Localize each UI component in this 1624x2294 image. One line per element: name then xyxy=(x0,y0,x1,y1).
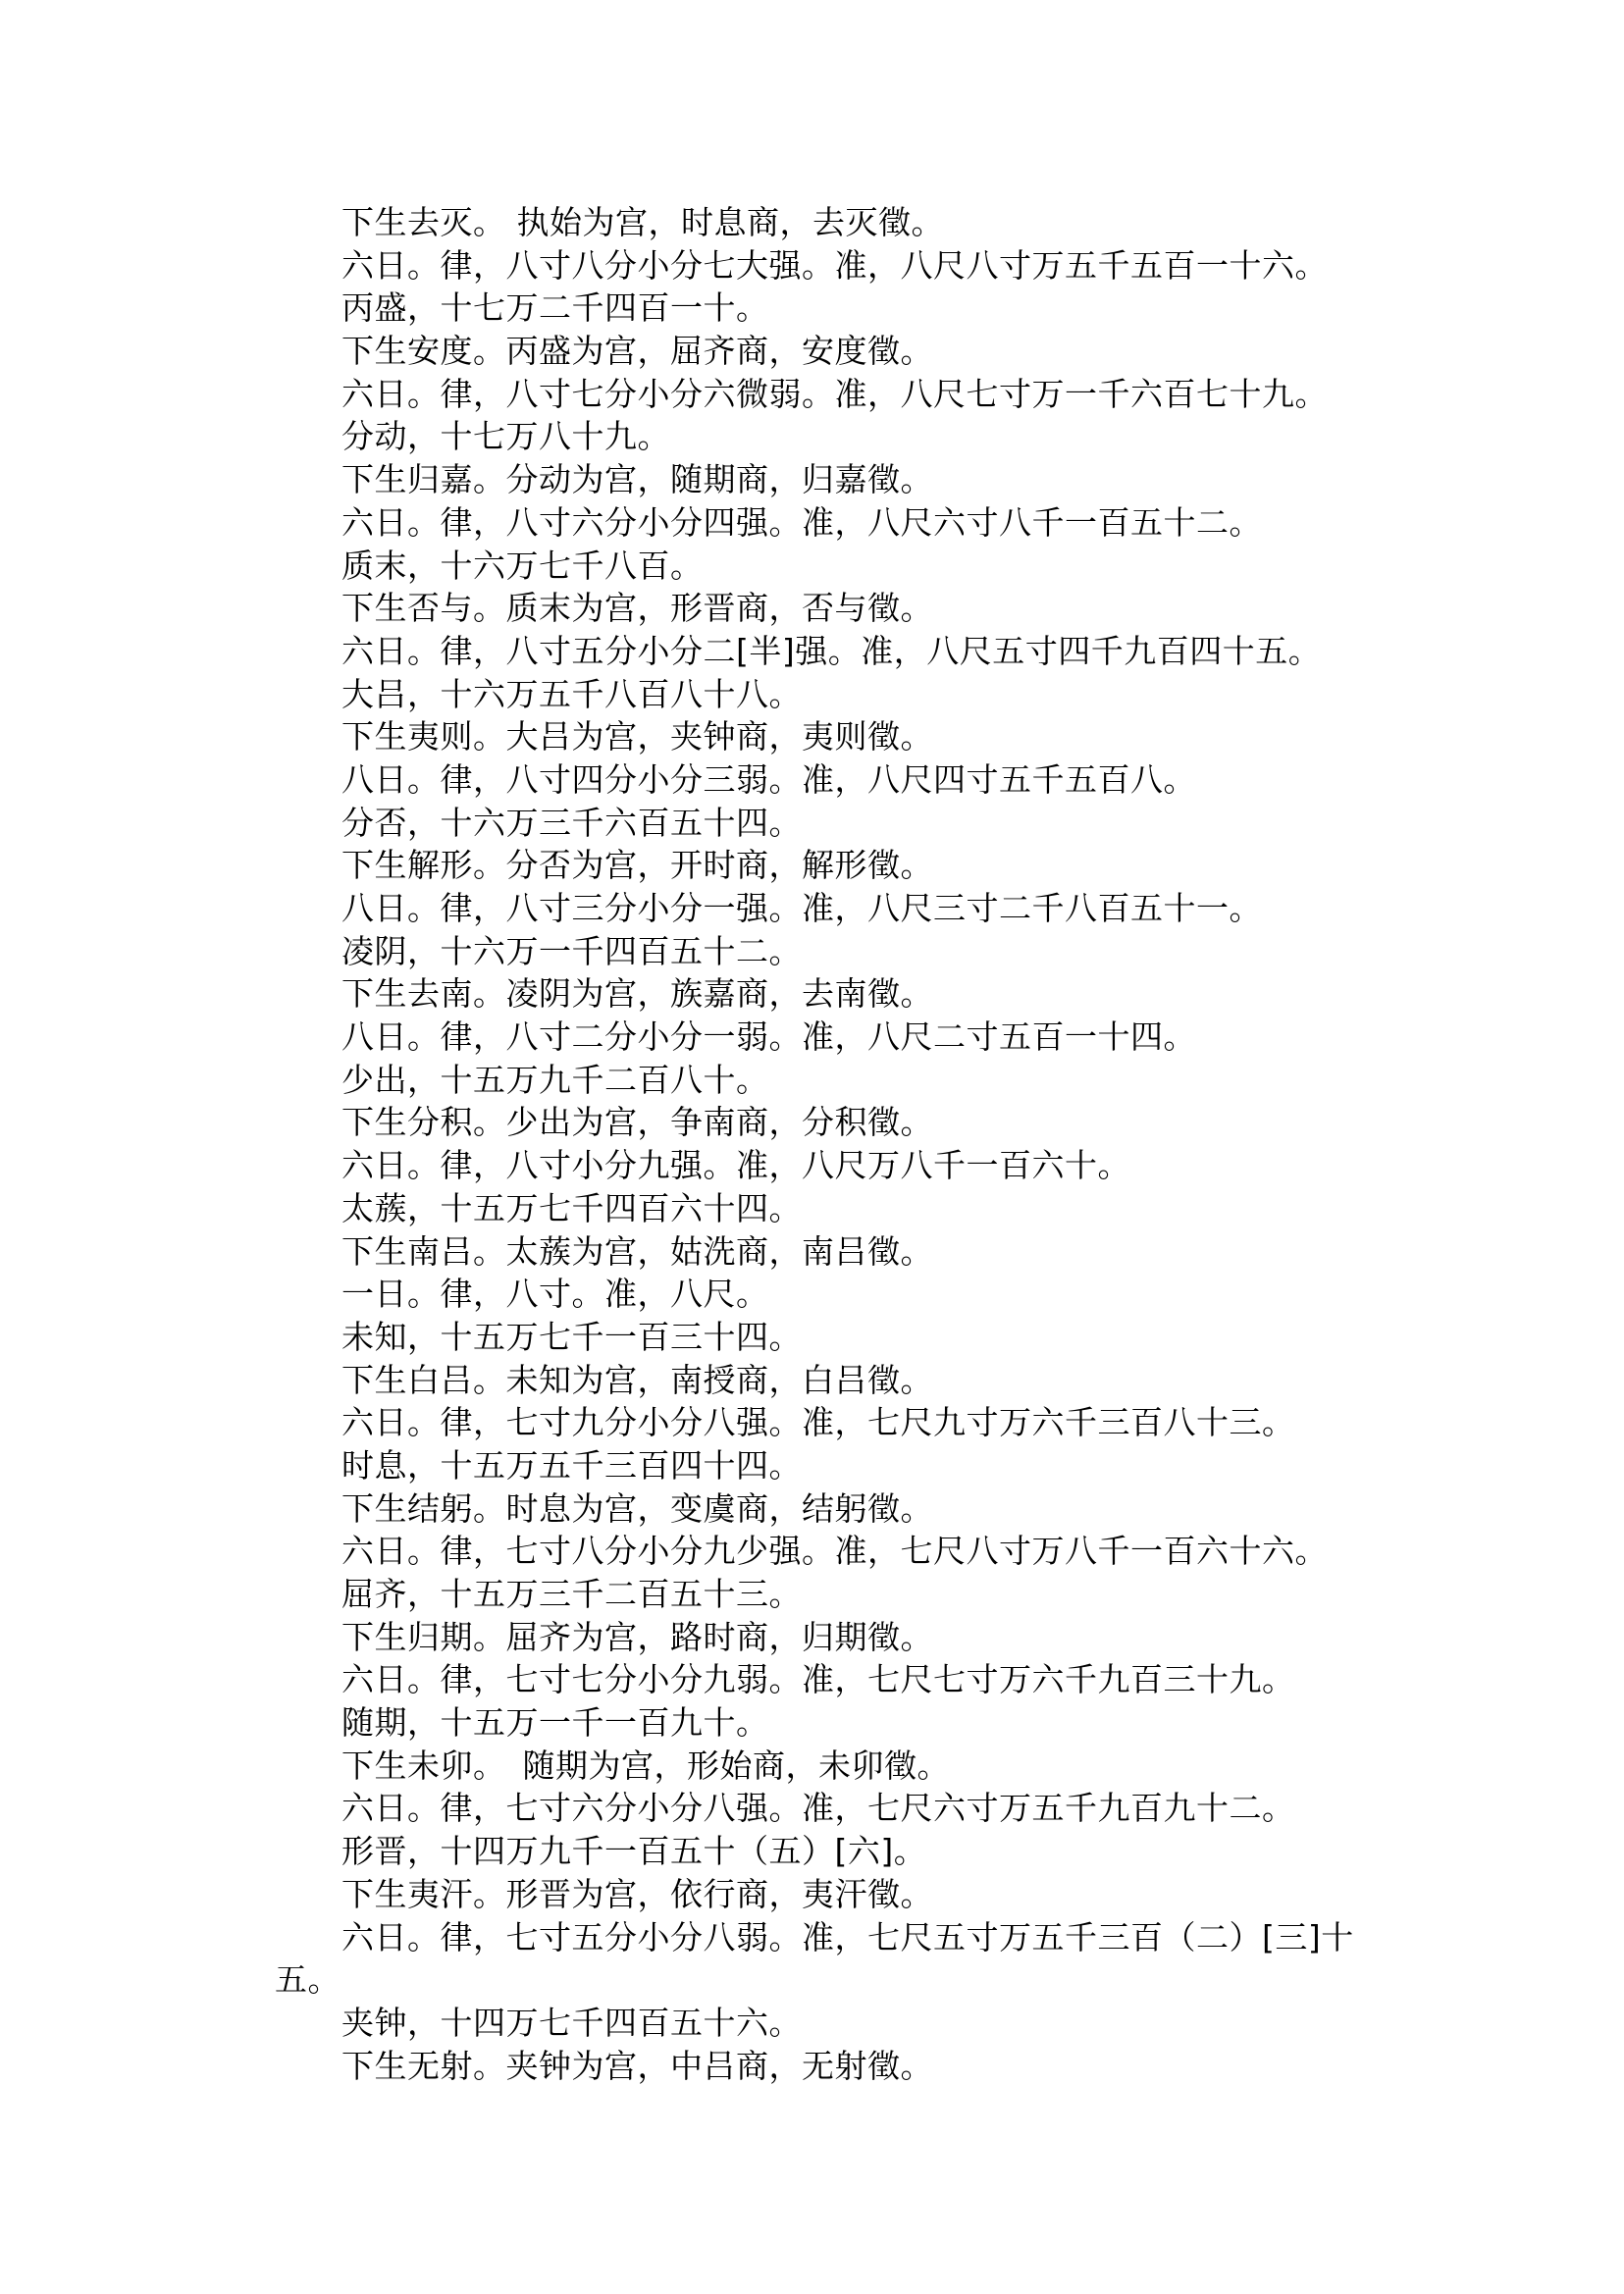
text-line: 时息，十五万五千三百四十四。 xyxy=(341,1445,802,1485)
text-line: 六日。律，八寸八分小分七大强。准，八尺八寸万五千五百一十六。 xyxy=(341,245,1328,285)
text-line: 形晋，十四万九千一百五十（五）[六]。 xyxy=(341,1832,927,1871)
text-line: 分动，十七万八十九。 xyxy=(341,417,670,456)
text-line: 太蔟，十五万七千四百六十四。 xyxy=(341,1188,802,1227)
text-line: 下生未卯。 随期为宫，形始商，未卯徵。 xyxy=(341,1746,950,1785)
text-line: 八日。律，八寸四分小分三弱。准，八尺四寸五千五百八。 xyxy=(341,759,1196,799)
text-line: 六日。律，七寸五分小分八弱。准，七尺五寸万五千三百（二）[三]十 xyxy=(341,1917,1354,1956)
text-line: 下生结躬。时息为宫，变虞商，结躬徵。 xyxy=(341,1488,933,1528)
text-line: 六日。律，七寸九分小分八强。准，七尺九寸万六千三百八十三。 xyxy=(341,1403,1295,1442)
text-line: 六日。律，七寸六分小分八强。准，七尺六寸万五千九百九十二。 xyxy=(341,1789,1295,1828)
text-line: 八日。律，八寸二分小分一弱。准，八尺二寸五百一十四。 xyxy=(341,1017,1196,1057)
text-line: 下生归期。屈齐为宫，路时商，归期徵。 xyxy=(341,1617,933,1656)
text-line: 六日。律，八寸七分小分六微弱。准，八尺七寸万一千六百七十九。 xyxy=(341,374,1328,413)
text-line: 未知，十五万七千一百三十四。 xyxy=(341,1317,802,1356)
text-line: 六日。律，八寸五分小分二[半]强。准，八尺五寸四千九百四十五。 xyxy=(341,631,1322,670)
text-line: 屈齐，十五万三千二百五十三。 xyxy=(341,1575,802,1613)
text-line: 下生否与。质末为宫，形晋商，否与徵。 xyxy=(341,589,933,628)
text-line: 八日。律，八寸三分小分一强。准，八尺三寸二千八百五十一。 xyxy=(341,889,1262,927)
text-line: 六日。律，七寸七分小分九弱。准，七尺七寸万六千九百三十九。 xyxy=(341,1660,1295,1699)
text-line: 下生安度。丙盛为宫，屈齐商，安度徵。 xyxy=(341,332,933,371)
text-line: 下生解形。分否为宫，开时商，解形徵。 xyxy=(341,846,933,885)
text-line: 大吕，十六万五千八百八十八。 xyxy=(341,674,802,713)
text-line: 夹钟，十四万七千四百五十六。 xyxy=(341,2003,802,2042)
text-line: 少出，十五万九千二百八十。 xyxy=(341,1060,769,1099)
text-line: 下生无射。夹钟为宫，中吕商，无射徵。 xyxy=(341,2046,933,2085)
text-line: 下生去南。凌阴为宫，族嘉商，去南徵。 xyxy=(341,974,933,1014)
text-line: 六日。律，八寸小分九强。准，八尺万八千一百六十。 xyxy=(341,1146,1130,1185)
document-body xyxy=(275,201,1364,2087)
text-line: 下生归嘉。分动为宫，随期商，归嘉徵。 xyxy=(341,460,933,499)
text-line: 凌阴，十六万一千四百五十二。 xyxy=(341,931,802,970)
text-line: 下生白吕。未知为宫，南授商，白吕徵。 xyxy=(341,1360,933,1399)
text-line: 质末，十六万七千八百。 xyxy=(341,546,704,585)
text-line: 下生夷汗。形晋为宫，依行商，夷汗徵。 xyxy=(341,1874,933,1913)
text-line: 丙盛，十七万二千四百一十。 xyxy=(341,288,769,328)
text-line: 一日。律，八寸。准，八尺。 xyxy=(341,1275,769,1314)
text-line: 随期，十五万一千一百九十。 xyxy=(341,1703,769,1743)
text-line: 下生南吕。太蔟为宫，姑洗商，南吕徵。 xyxy=(341,1231,933,1271)
text-line-continuation: 五。 xyxy=(275,1960,341,2000)
text-line: 六日。律，七寸八分小分九少强。准，七尺八寸万八千一百六十六。 xyxy=(341,1532,1328,1571)
text-line: 下生分积。少出为宫，争南商，分积徵。 xyxy=(341,1103,933,1142)
text-line: 分否，十六万三千六百五十四。 xyxy=(341,803,802,842)
text-line: 六日。律，八寸六分小分四强。准，八尺六寸八千一百五十二。 xyxy=(341,502,1262,542)
text-line: 下生夷则。大吕为宫，夹钟商，夷则徵。 xyxy=(341,717,933,756)
text-line: 下生去灭。 执始为宫，时息商，去灭徵。 xyxy=(341,203,944,241)
